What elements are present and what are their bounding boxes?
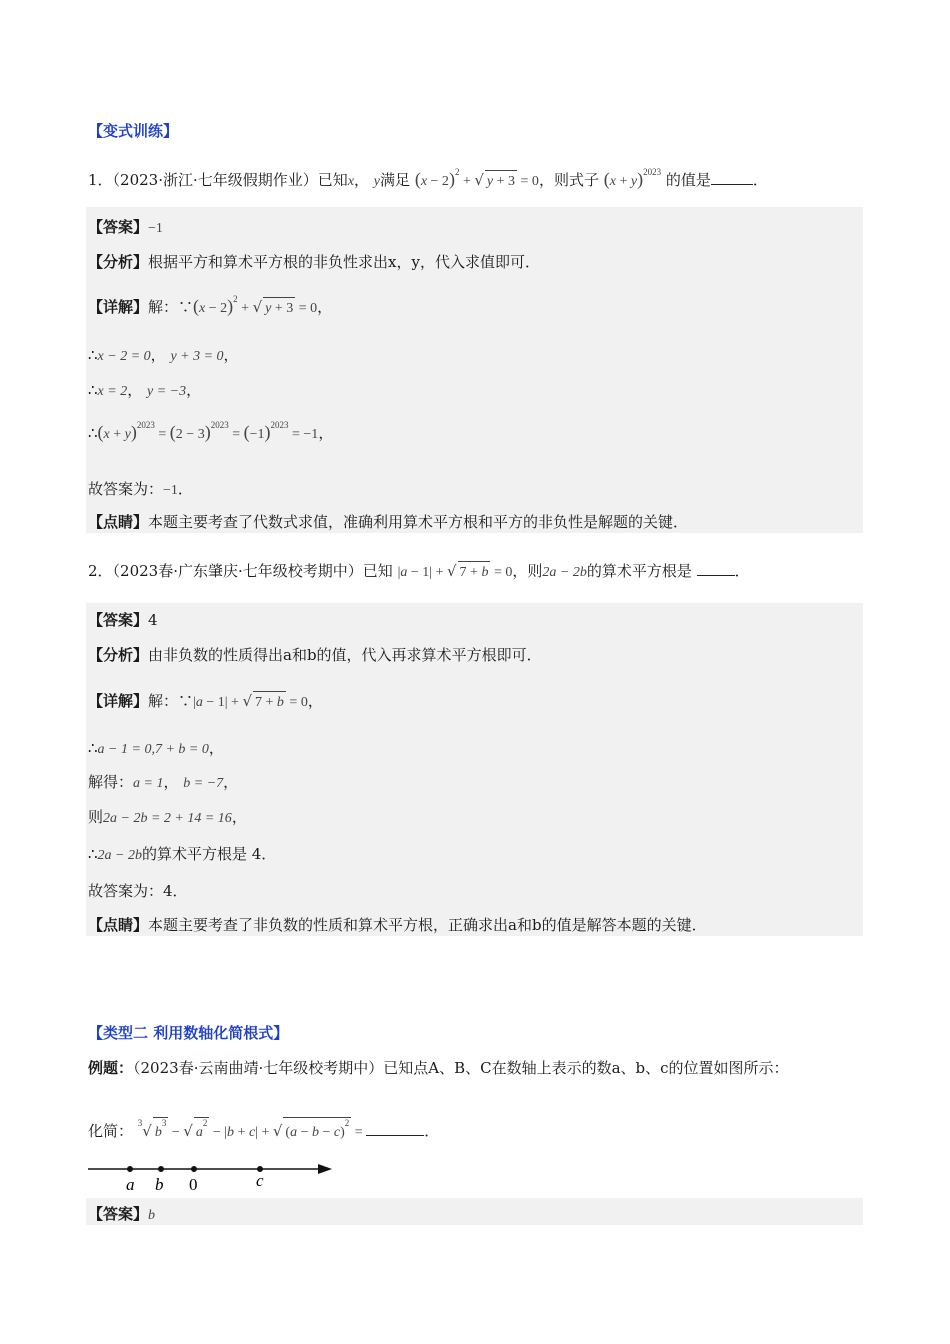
question-number: 2． bbox=[88, 562, 113, 580]
label-c: c bbox=[256, 1171, 264, 1190]
q1-analysis: 【分析】根据平方和算术平方根的非负性求出x，y，代入求值即可． bbox=[88, 253, 540, 271]
label-0: 0 bbox=[189, 1175, 198, 1194]
q1-answer: 【答案】−1 bbox=[88, 218, 163, 236]
example-answer-box bbox=[86, 1198, 863, 1225]
question-2: 2．（2023春·广东肇庆·七年级校考期中）已知 |a − 1| + √ 7 + b = 0，则2a − 2b的算术平方根是 ． bbox=[88, 562, 750, 580]
question-source: （2023春·广东肇庆·七年级校考期中） bbox=[112, 562, 363, 580]
q1-detail: 【详解】解：∵(x − 2)$^2$ + √ y + 3 = 0， bbox=[88, 294, 333, 316]
answer-blank bbox=[697, 575, 735, 576]
q2-analysis: 【分析】由非负数的性质得出a和b的值，代入再求算术平方根即可． bbox=[88, 646, 542, 664]
question-1: 1．（2023·浙江·七年级假期作业）已知x， y满足 $(x - 2)^2$ + √ y + 3 = 0，则式子 $(x + y)^{2023}$ 的值是 ． bbox=[88, 167, 768, 189]
answer-blank bbox=[711, 184, 753, 185]
example-answer: 【答案】b bbox=[88, 1205, 156, 1223]
q2-step-2: 解得：a = 1， b = −7， bbox=[88, 773, 239, 791]
q2-final: 故答案为：4． bbox=[88, 882, 188, 900]
q1-final: 故答案为：−1． bbox=[88, 480, 193, 498]
question-source: （2023·浙江·七年级假期作业） bbox=[112, 171, 318, 189]
number-line bbox=[86, 1156, 346, 1196]
type-2-heading: 【类型二 利用数轴化简根式】 bbox=[88, 1024, 289, 1042]
q2-note: 【点睛】本题主要考查了非负数的性质和算术平方根，正确求出a和b的值是解答本题的关键． bbox=[88, 916, 707, 934]
example-question: 例题：（2023春·云南曲靖·七年级校考期中）已知点A、B、C在数轴上表示的数a、b、c的位置如图所示： bbox=[88, 1059, 789, 1077]
point-a bbox=[127, 1166, 133, 1172]
point-0 bbox=[191, 1166, 197, 1172]
q2-detail: 【详解】解：∵|a − 1| + √ 7 + b = 0， bbox=[88, 692, 323, 710]
q2-answer: 【答案】4 bbox=[88, 611, 158, 629]
label-b: b bbox=[155, 1175, 164, 1194]
axis-arrow bbox=[318, 1164, 332, 1174]
q2-step-4: ∴2a − 2b的算术平方根是 4． bbox=[88, 845, 277, 863]
expression-power: $(x + y)^{2023}$ bbox=[603, 167, 662, 189]
q1-note: 【点睛】本题主要考查了代数式求值，准确利用算术平方根和平方的非负性是解题的关键． bbox=[88, 513, 689, 531]
simplify-expression: $^3$√ $b^3$ − √ $a^2 - |b + c|$ + √ $(a - b - c)^2$ = bbox=[137, 1118, 367, 1140]
variant-training-heading: 【变式训练】 bbox=[88, 122, 179, 140]
example-simplify: 化简： $^3$√ $b^3$ − √ $a^2 - |b + c|$ + √ $(a - b - c)^2$ = ． bbox=[88, 1118, 440, 1140]
q1-step-1: ∴x − 2 = 0， y + 3 = 0， bbox=[88, 346, 239, 364]
answer-blank bbox=[366, 1135, 424, 1136]
question-number: 1． bbox=[88, 171, 113, 189]
equation-condition: $(x - 2)^2$ + √ y + 3 = 0 bbox=[414, 167, 539, 189]
equation-condition: |a − 1| + √ 7 + b = 0 bbox=[397, 562, 513, 580]
point-b bbox=[158, 1166, 164, 1172]
q2-step-3: 则2a − 2b = 2 + 14 = 16， bbox=[88, 808, 247, 826]
q1-step-2: ∴x = 2， y = −3， bbox=[88, 381, 202, 399]
q1-step-3: ∴(x + $y)^{2023} = (2 - 3)^{2023} = (-1)^{2023} = -1$， bbox=[88, 420, 334, 442]
label-a: a bbox=[126, 1175, 135, 1194]
q2-step-1: ∴a − 1 = 0,7 + b = 0， bbox=[88, 739, 224, 757]
